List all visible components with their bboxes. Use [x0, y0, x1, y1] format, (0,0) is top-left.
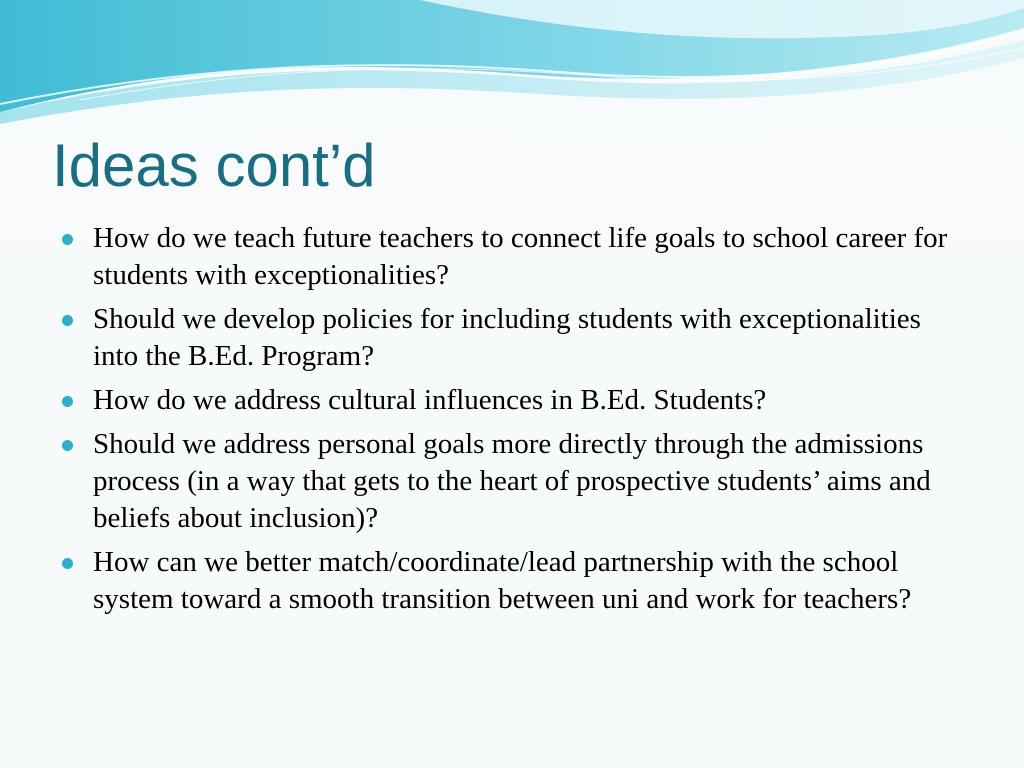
bullet-text: How do we teach future teachers to connect life goals to school career for students with exceptionalities?: [93, 222, 948, 291]
wave-header-decoration: [0, 0, 1024, 130]
bullet-item: [62, 220, 962, 294]
bullet-dot-icon: [62, 440, 73, 451]
bullet-text: Should we develop policies for including students with exceptionalities into the B.Ed. Program?: [93, 303, 921, 372]
bullet-item: [62, 544, 962, 618]
bullet-text: How can we better match/coordinate/lead partnership with the school system toward a smooth transition between uni and work for teachers?: [93, 546, 912, 615]
bullet-dot-icon: [62, 315, 73, 326]
bullet-dot-icon: [62, 558, 73, 569]
bullet-item: [62, 382, 962, 419]
slide-title: Ideas cont’d: [52, 132, 376, 199]
bullet-dot-icon: [62, 396, 73, 407]
bullet-text: How do we address cultural influences in B.Ed. Students?: [93, 384, 767, 416]
bullet-text: Should we address personal goals more directly through the admissions process (in a way that gets to the heart of prospective students’ aims and beliefs about inclusion)?: [93, 428, 931, 534]
bullet-item: [62, 301, 962, 375]
bullet-dot-icon: [62, 234, 73, 245]
bullet-item: [62, 426, 962, 537]
bullet-list: [62, 220, 962, 625]
